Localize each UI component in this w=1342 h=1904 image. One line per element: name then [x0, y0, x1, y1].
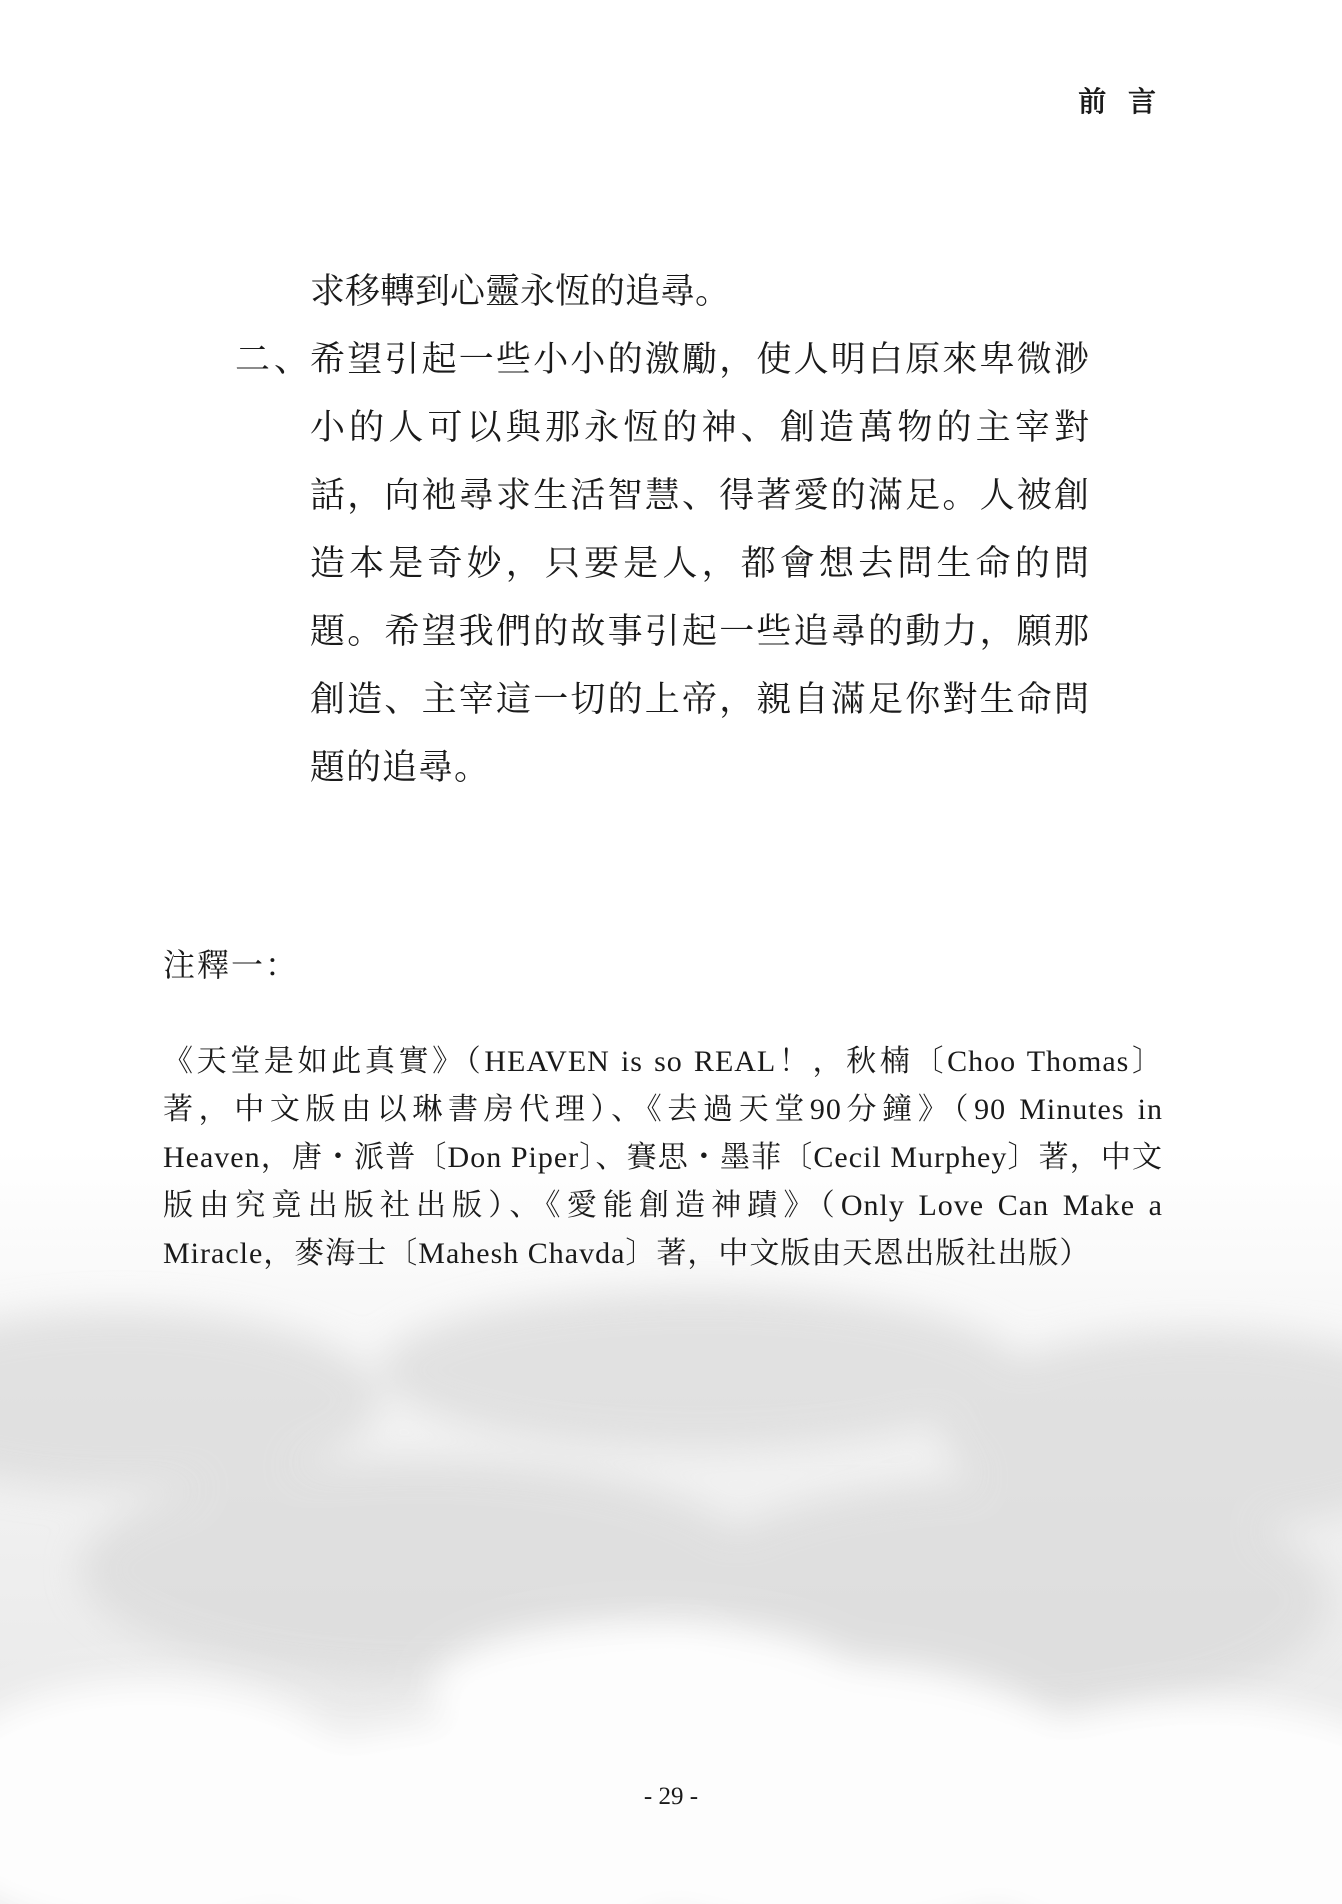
continued-paragraph: 求移轉到心靈永恆的追尋。: [310, 272, 731, 312]
list-item-text: 希望引起一些小小的激勵，使人明白原來卑微渺小的人可以與那永恆的神、創造萬物的主宰對話，向祂尋求生活智慧、得著愛的滿足。人被創造本是奇妙，只要是人，都會想去問生命的問題。希望我們的故事引起一些追尋的動力，願那創造、主宰這一切的上帝，親自滿足你對生命問題的追尋。: [310, 340, 1090, 788]
running-head: 前 言: [1078, 85, 1162, 118]
page-number: - 29 -: [643, 1783, 699, 1810]
note-body: 《天堂是如此真實》（HEAVEN is so REAL！，秋楠〔Choo Thomas〕著，中文版由以琳書房代理）、《去過天堂90分鐘》（90 Minutes in Heaven，唐・派普〔Don Piper〕、賽思・墨菲〔Cecil Murphey〕著，中文版由究竟出版社出版）、《愛能創造神蹟》（Only Love Can Make a Miracle，麥海士〔Mahesh Chavda〕著，中文版由天恩出版社出版）: [163, 1045, 1163, 1270]
list-item-marker: 二、: [235, 340, 314, 380]
note-title: 注釋一：: [163, 946, 300, 984]
list-item: [235, 326, 1090, 802]
